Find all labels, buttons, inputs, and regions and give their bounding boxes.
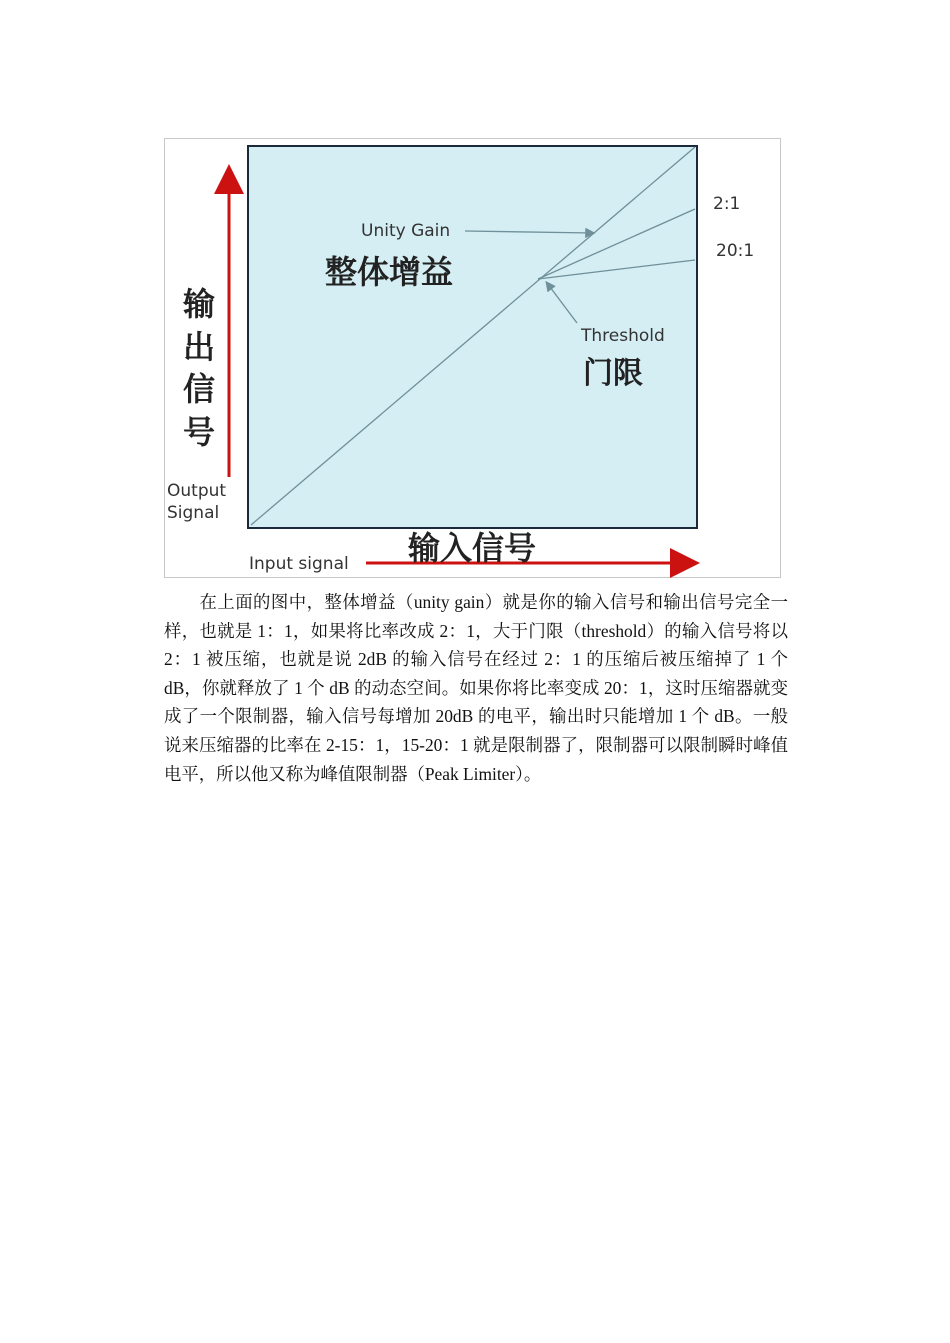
output-en-label-line2: Signal — [167, 503, 220, 523]
unity-gain-cn-label: 整体增益 — [325, 253, 454, 291]
figure-caption — [164, 588, 788, 788]
threshold-cn-label: 门限 — [583, 356, 643, 391]
unity-gain-en-label: Unity Gain — [361, 221, 451, 241]
output-cn-char-1: 输 — [183, 285, 216, 323]
compressor-diagram — [164, 138, 781, 578]
input-cn-label: 输入信号 — [408, 529, 537, 567]
compressor-diagram-svg — [165, 139, 782, 579]
output-cn-char-3: 信 — [183, 370, 216, 408]
ratio-2-1-label: 2:1 — [713, 194, 741, 214]
threshold-en-label: Threshold — [581, 326, 665, 346]
output-cn-char-4: 号 — [183, 413, 216, 451]
input-en-label: Input signal — [249, 554, 349, 574]
output-en-label-line1: Output — [167, 481, 227, 501]
ratio-20-1-label: 20:1 — [716, 241, 755, 261]
output-cn-char-2: 出 — [183, 328, 216, 366]
caption-text: 在上面的图中，整体增益（unity gain）就是你的输入信号和输出信号完全一样，也就是 1：1，如果将比率改成 2：1，大于门限（threshold）的输入信号将以 2：1 被压缩，也就是说 2dB 的输入信号在经过 2：1 的压缩后被压缩掉了 1 个 dB，你就释放了 1 个 dB 的动态空间。如果你将比率变成 20：1，这时压缩器就变成了一个限制器，输入信号每增加 20dB 的电平，输出时只能增加 1 个 dB。一般说来压缩器的比率在 2-15：1，15-20：1 就是限制器了，限制器可以限制瞬时峰值电平，所以他又称为峰值限制器（Peak Limiter）。 — [164, 592, 788, 784]
